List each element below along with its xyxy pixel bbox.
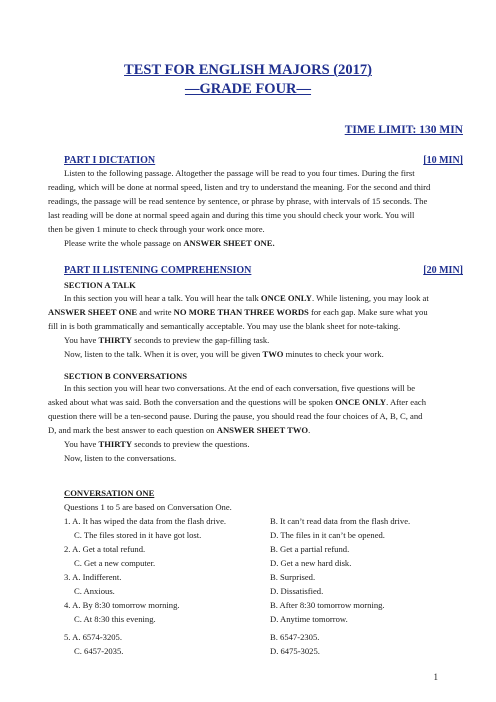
section-a-line-4: You have THIRTY seconds to preview the gap-filling task. <box>64 335 270 345</box>
part1-line-4: last reading will be done at normal speed again and during this time you should check your work. You will <box>48 210 415 220</box>
q4-option-d: D. Anytime tomorrow. <box>270 614 348 624</box>
q5-option-a: 5. A. 6574-3205. <box>64 632 123 642</box>
section-b-line-2: asked about what was said. Both the conversation and the questions will be spoken ONCE ONLY. After each <box>48 397 426 407</box>
part2-points: [20 MIN] <box>423 265 463 276</box>
time-limit: TIME LIMIT: 130 MIN <box>344 124 463 136</box>
write-text: Please write the whole passage on <box>64 238 184 248</box>
part1-line-2: reading, which will be done at normal speed, listen and try to understand the meaning. For the second and third <box>48 182 431 192</box>
q1-option-d: D. The files in it can’t be opened. <box>270 530 385 540</box>
section-a-line-3: fill in is both grammatically and semantically acceptable. You may use the blank sheet for note-taking. <box>48 321 401 331</box>
q5-option-b: B. 6547-2305. <box>270 632 320 642</box>
section-b-line-4: D, and mark the best answer to each question on ANSWER SHEET TWO. <box>48 425 311 435</box>
section-a-instructions <box>48 291 463 361</box>
section-b-instructions <box>48 381 463 465</box>
q2-option-d: D. Get a new hard disk. <box>270 558 352 568</box>
conversation-one-title: CONVERSATION ONE <box>64 488 155 498</box>
q4-option-b: B. After 8:30 tomorrow morning. <box>270 600 385 610</box>
part1-line-5: then be given 1 minute to check through your work once more. <box>48 224 265 234</box>
section-a-line-5: Now, listen to the talk. When it is over, you will be given TWO minutes to check your work. <box>64 349 384 359</box>
q1-option-b: B. It can’t read data from the flash drive. <box>270 516 411 526</box>
q2-option-a: 2. A. Get a total refund. <box>64 544 146 554</box>
q4-option-c: C. At 8:30 this evening. <box>74 614 156 624</box>
part1-line-1: Listen to the following passage. Altogether the passage will be read to you four times. During the first <box>64 168 415 178</box>
section-a-line-2: ANSWER SHEET ONE and write NO MORE THAN THREE WORDS for each gap. Make sure what you <box>48 307 428 317</box>
section-b-line-1: In this section you will hear two conversations. At the end of each conversation, five questions will be <box>64 383 416 393</box>
test-title: TEST FOR ENGLISH MAJORS (2017) <box>124 62 372 78</box>
grade-title: —GRADE FOUR— <box>184 81 312 97</box>
q4-option-a: 4. A. By 8:30 tomorrow morning. <box>64 600 180 610</box>
part1-points: [10 MIN] <box>423 155 463 166</box>
q3-option-b: B. Surprised. <box>270 572 316 582</box>
part1-write-line <box>64 236 463 250</box>
q3-option-d: D. Dissatisfied. <box>270 586 324 596</box>
q3-option-a: 3. A. Indifferent. <box>64 572 122 582</box>
q5-option-d: D. 6475-3025. <box>270 646 320 656</box>
section-b-line-3: question there will be a ten-second pause. During the pause, you should read the four choices of A, B, C, and <box>48 411 423 421</box>
q2-option-b: B. Get a partial refund. <box>270 544 350 554</box>
part1-line-3: readings, the passage will be read sentence by sentence, or phrase by phrase, with intervals of 15 seconds. The <box>48 196 428 206</box>
q5-option-c: C. 6457-2035. <box>74 646 124 656</box>
section-b-line-6: Now, listen to the conversations. <box>64 453 177 463</box>
part1-heading-row <box>64 155 463 166</box>
answer-sheet-one-label: ANSWER SHEET ONE. <box>183 238 275 248</box>
part1-heading: PART I DICTATION <box>64 155 156 166</box>
q3-option-c: C. Anxious. <box>74 586 115 596</box>
part2-heading-row <box>64 265 463 276</box>
q1-option-c: C. The files stored in it have got lost. <box>74 530 202 540</box>
q2-option-c: C. Get a new computer. <box>74 558 156 568</box>
conversation-one-intro: Questions 1 to 5 are based on Conversation One. <box>64 502 232 512</box>
section-a-line-1: In this section you will hear a talk. You will hear the talk ONCE ONLY. While listening, you may look at <box>64 293 429 303</box>
section-a-title: SECTION A TALK <box>64 280 136 290</box>
section-b-title: SECTION B CONVERSATIONS <box>64 371 188 381</box>
part1-instructions <box>48 166 463 250</box>
q1-option-a: 1. A. It has wiped the data from the flash drive. <box>64 516 227 526</box>
page-number: 1 <box>433 672 438 682</box>
section-b-line-5: You have THIRTY seconds to preview the questions. <box>64 439 250 449</box>
part2-heading: PART II LISTENING COMPREHENSION <box>64 265 252 276</box>
